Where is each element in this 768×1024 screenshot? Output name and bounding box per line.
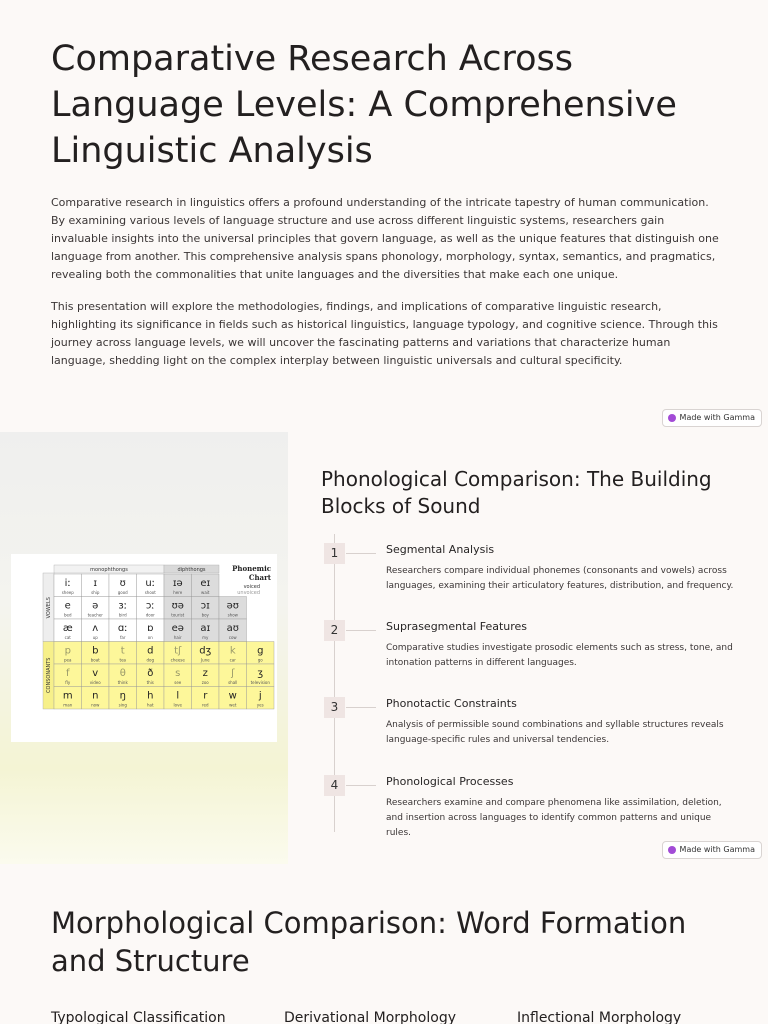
step-number: 3: [324, 697, 345, 718]
phoneme-example: dog: [146, 657, 155, 663]
step-connector: [346, 707, 376, 708]
phoneme-symbol: tʃ: [174, 645, 182, 657]
phoneme-example: tea: [119, 657, 126, 663]
made-with-gamma-badge[interactable]: [662, 841, 762, 859]
made-with-gamma-badge[interactable]: [662, 409, 762, 427]
phoneme-symbol: b: [92, 645, 99, 657]
phoneme-symbol: d: [147, 645, 154, 657]
phoneme-symbol: l: [176, 690, 180, 702]
phoneme-symbol: ə: [92, 600, 99, 612]
phoneme-example: boy: [201, 612, 209, 618]
phonemic-chart-graphic: [11, 554, 277, 742]
phoneme-symbol: eɪ: [200, 578, 211, 589]
phoneme-example: see: [174, 680, 182, 685]
phoneme-symbol: aɪ: [200, 623, 211, 634]
step-number: 4: [324, 775, 345, 796]
step-description: Analysis of permissible sound combinations and syllable structures reveals language-specific rules and universal tendencies.: [386, 720, 724, 745]
phoneme-example: sheep: [61, 590, 74, 595]
step-description: Comparative studies investigate prosodic elements such as stress, tone, and intonation patterns in different languages.: [386, 643, 733, 668]
phoneme-symbol: ʌ: [92, 623, 99, 634]
phoneme-example: cat: [64, 635, 71, 640]
phoneme-symbol: əʊ: [226, 600, 239, 612]
phoneme-symbol: f: [65, 668, 70, 679]
phoneme-example: man: [63, 702, 73, 708]
morphology-slide: [0, 864, 768, 1024]
phoneme-example: cow: [228, 635, 237, 640]
phoneme-example: this: [146, 680, 154, 685]
phoneme-example: video: [89, 680, 101, 685]
phoneme-symbol: uː: [145, 578, 156, 589]
step-connector: [346, 553, 376, 554]
phoneme-example: zoo: [201, 680, 209, 685]
phoneme-symbol: ʊə: [171, 600, 184, 612]
monophthongs-label: monophthongs: [90, 567, 128, 573]
phoneme-example: teacher: [87, 612, 103, 618]
phoneme-symbol: n: [92, 690, 99, 702]
column-heading: Inflectional Morphology: [517, 1010, 682, 1024]
phoneme-example: my: [202, 635, 209, 640]
column-heading: Derivational Morphology: [284, 1010, 456, 1024]
step-connector: [346, 785, 376, 786]
phoneme-example: up: [92, 635, 98, 640]
phoneme-example: here: [173, 590, 183, 595]
voiced-key: voiced: [243, 584, 260, 590]
phoneme-symbol: k: [229, 645, 236, 657]
phoneme-example: on: [147, 635, 153, 640]
phoneme-symbol: aʊ: [226, 623, 239, 634]
phoneme-example: go: [257, 657, 263, 663]
phoneme-example: pea: [64, 657, 72, 663]
phoneme-symbol: æ: [62, 623, 73, 634]
phoneme-symbol: ɪə: [172, 578, 183, 589]
phoneme-symbol: p: [64, 645, 71, 657]
intro-paragraph-1: Comparative research in linguistics offers a profound understanding of the intricate tapestry of human communication. By examining various levels of language structure and use across different linguistic systems, researchers gain invaluable insights into the universal principles that govern language, as well as the unique features that distinguish one language from another. This comprehensive analysis spans phonology, morphology, syntax, semantics, and pragmatics, revealing both the commonalities that unite languages and the diversities that make each one unique.: [51, 196, 719, 281]
phoneme-symbol: h: [147, 690, 154, 702]
intro-paragraph-2: This presentation will explore the methodologies, findings, and implications of comparative linguistic research, highlighting its significance in fields such as historical linguistics, language typology, and cognitive science. Through this journey across language levels, we will uncover the fascinating patterns and variations that characterize human language, shedding light on the complex interplay between linguistic universals and cultural specificity.: [51, 300, 718, 367]
gamma-logo-icon: [668, 846, 676, 854]
badge-label: Made with Gamma: [679, 845, 755, 854]
step-description: Researchers examine and compare phenomena like assimilation, deletion, and insertion across languages to identify common patterns and unique rules.: [386, 798, 722, 838]
step-title: Suprasegmental Features: [386, 620, 528, 633]
phoneme-symbol: m: [62, 690, 73, 702]
gamma-logo-icon: [668, 414, 676, 422]
phoneme-example: June: [200, 657, 210, 663]
phoneme-example: good: [117, 590, 128, 595]
phoneme-symbol: e: [64, 600, 71, 612]
phoneme-symbol: dʒ: [199, 645, 212, 657]
phoneme-symbol: w: [228, 690, 237, 702]
phoneme-example: love: [173, 702, 182, 708]
phoneme-symbol: s: [175, 668, 181, 679]
phoneme-example: hair: [173, 635, 182, 640]
phoneme-example: far: [119, 635, 126, 640]
phoneme-example: fly: [65, 680, 71, 685]
phoneme-symbol: ɜː: [118, 600, 128, 612]
phoneme-example: boat: [90, 657, 100, 663]
phoneme-symbol: ɒ: [147, 623, 154, 634]
phoneme-example: now: [91, 702, 100, 708]
phoneme-symbol: ɪ: [93, 578, 98, 589]
column-heading: Typological Classification: [51, 1010, 226, 1024]
morphology-title: Morphological Comparison: Word Formation and Structure: [51, 906, 687, 978]
phoneme-symbol: ʒ: [257, 668, 264, 679]
phoneme-example: think: [117, 680, 128, 685]
phoneme-symbol: θ: [119, 668, 126, 679]
chart-heading: Chart: [248, 573, 271, 582]
phoneme-example: car: [229, 657, 236, 663]
phoneme-example: ship: [91, 590, 100, 595]
phoneme-example: television: [250, 680, 270, 685]
chart-heading: Phonemic: [232, 564, 271, 573]
step-title: Phonological Processes: [386, 775, 514, 788]
phonology-title: Phonological Comparison: The Building Blocks of Sound: [321, 467, 712, 518]
phoneme-example: cheese: [170, 657, 185, 663]
phoneme-symbol: ɔː: [145, 600, 155, 612]
phoneme-example: bed: [63, 612, 72, 618]
phoneme-symbol: j: [258, 690, 262, 702]
phoneme-symbol: v: [92, 668, 99, 679]
phonemic-chart-image: [0, 432, 288, 864]
phoneme-symbol: r: [203, 690, 208, 702]
vowels-label: VOWELS: [46, 597, 52, 619]
phoneme-symbol: eə: [171, 623, 184, 634]
phoneme-symbol: ʊ: [119, 578, 126, 589]
intro-slide: [0, 0, 768, 432]
page-title: Comparative Research Across Language Levels: A Comprehensive Linguistic Analysis: [51, 39, 677, 171]
step-number: 1: [324, 543, 345, 564]
badge-label: Made with Gamma: [679, 413, 755, 422]
step-title: Phonotactic Constraints: [386, 697, 517, 710]
phoneme-symbol: g: [257, 645, 264, 657]
phonemic-chart: [11, 554, 277, 742]
phoneme-symbol: ʃ: [231, 668, 235, 679]
phoneme-example: wait: [201, 590, 210, 595]
consonants-label: CONSONANTS: [46, 657, 52, 693]
phoneme-example: bird: [118, 612, 127, 618]
phoneme-example: door: [145, 612, 155, 618]
phoneme-example: tourist: [171, 612, 185, 618]
phoneme-example: shoot: [144, 590, 156, 595]
phoneme-symbol: ð: [147, 668, 154, 679]
step-number: 2: [324, 620, 345, 641]
phonology-slide: [0, 432, 768, 864]
unvoiced-key: unvoiced: [237, 590, 260, 596]
phoneme-example: yes: [256, 702, 264, 708]
phoneme-symbol: iː: [64, 578, 71, 589]
phoneme-example: red: [201, 702, 209, 708]
phoneme-example: hat: [146, 702, 154, 708]
step-connector: [346, 630, 376, 631]
phoneme-symbol: ɑː: [117, 623, 128, 634]
phoneme-symbol: ŋ: [119, 690, 126, 702]
phoneme-example: shall: [228, 680, 238, 685]
phoneme-symbol: z: [202, 668, 208, 679]
step-description: Researchers compare individual phonemes (consonants and vowels) across languages, examining their articulatory features, distribution, and frequency.: [386, 566, 734, 591]
phoneme-example: sing: [118, 702, 127, 708]
step-title: Segmental Analysis: [386, 543, 495, 556]
diphthongs-label: diphthongs: [177, 567, 206, 573]
phoneme-symbol: ɔɪ: [200, 600, 210, 612]
phoneme-example: wet: [229, 702, 237, 708]
phoneme-example: show: [227, 612, 238, 618]
phoneme-symbol: t: [120, 645, 125, 657]
